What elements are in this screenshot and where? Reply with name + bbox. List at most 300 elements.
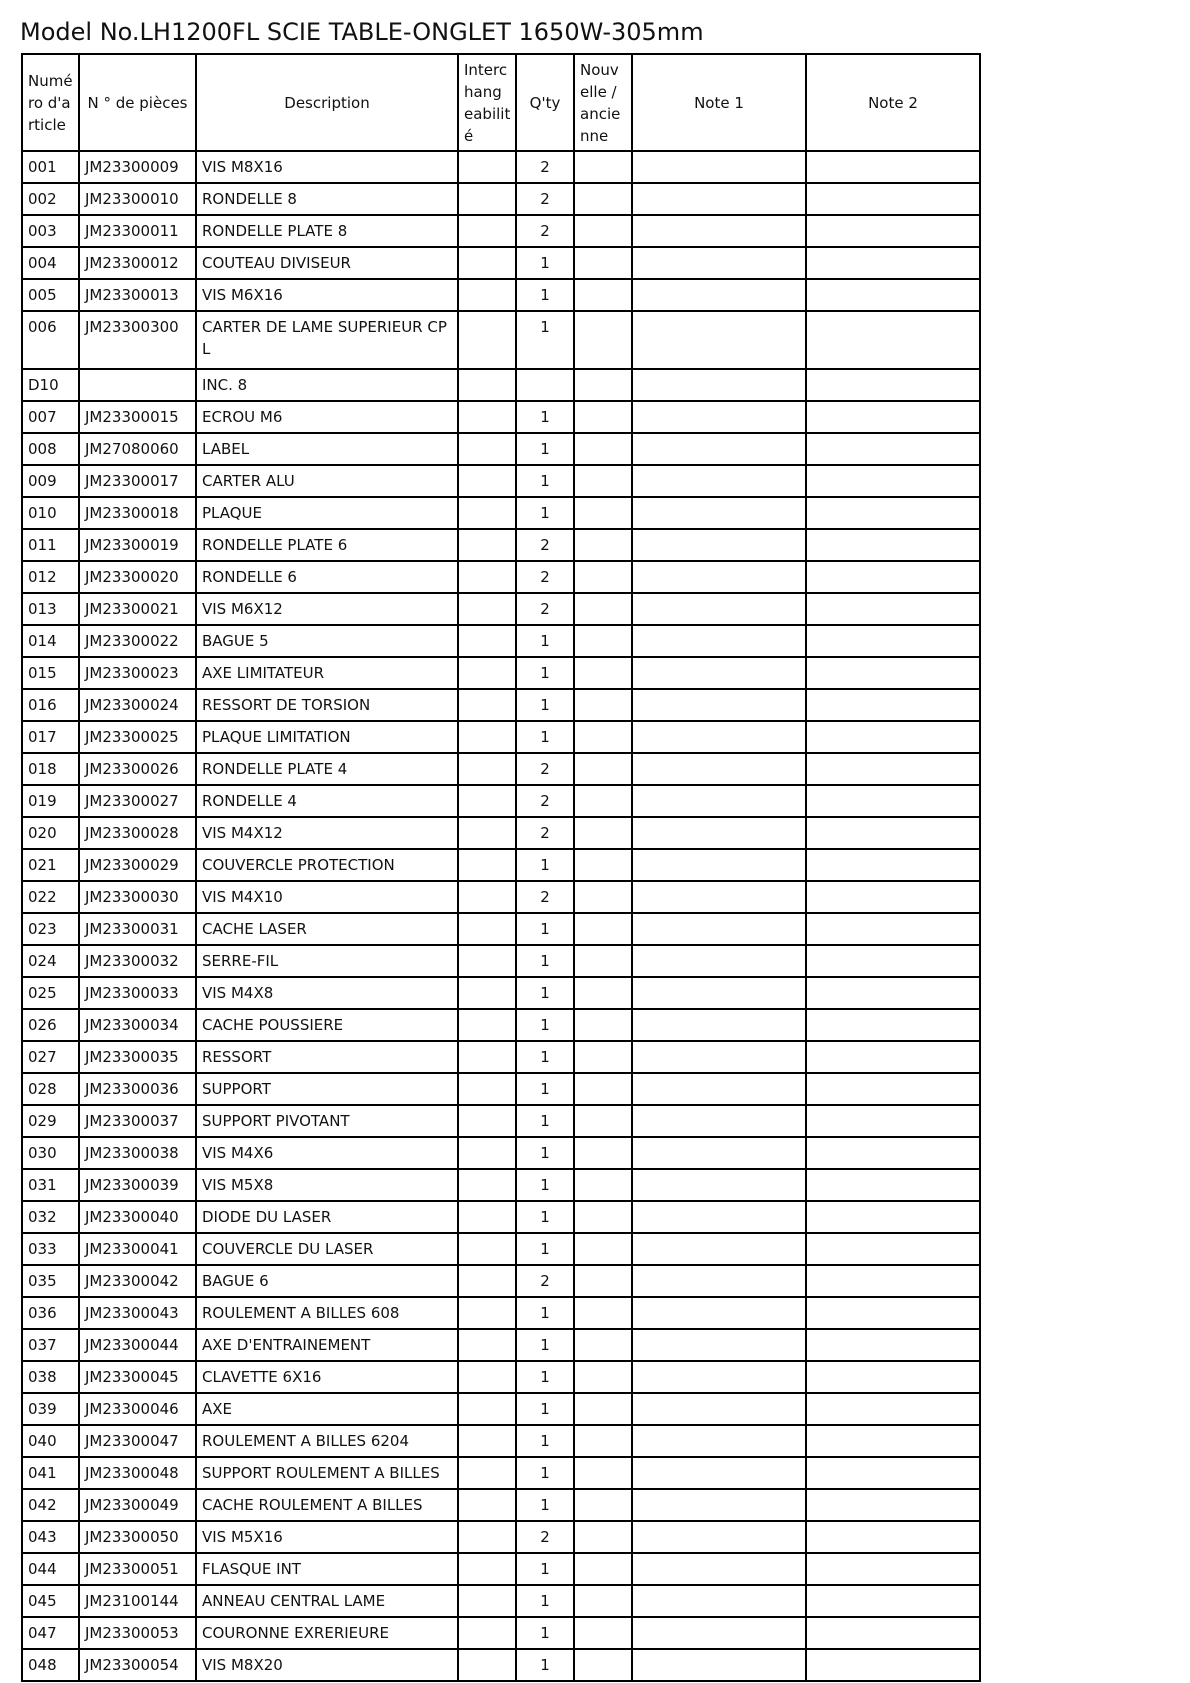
cell-description: VIS M4X8 [196,977,458,1009]
cell-note-2 [806,1105,980,1137]
col-header-description: Description [196,54,458,151]
cell-interchangeability [458,215,516,247]
cell-item-number: 039 [22,1393,79,1425]
cell-new-old [574,817,632,849]
cell-note-1 [632,1329,806,1361]
cell-note-1 [632,1457,806,1489]
cell-interchangeability [458,1489,516,1521]
cell-note-1 [632,881,806,913]
cell-note-1 [632,1585,806,1617]
cell-qty: 1 [516,311,574,369]
cell-new-old [574,1009,632,1041]
cell-note-2 [806,311,980,369]
table-row [22,817,980,849]
cell-description: CACHE POUSSIERE [196,1009,458,1041]
cell-note-1 [632,625,806,657]
cell-interchangeability [458,465,516,497]
table-row [22,465,980,497]
cell-part-number: JM23300051 [79,1553,196,1585]
table-row [22,1617,980,1649]
table-row [22,561,980,593]
cell-qty: 1 [516,279,574,311]
cell-note-1 [632,1617,806,1649]
cell-new-old [574,1041,632,1073]
cell-note-1 [632,657,806,689]
col-header-part-number: N ° de pièces [79,54,196,151]
table-row [22,1137,980,1169]
cell-interchangeability [458,1265,516,1297]
parts-table [21,53,981,1682]
table-row [22,279,980,311]
cell-interchangeability [458,881,516,913]
cell-interchangeability [458,497,516,529]
cell-description: SERRE-FIL [196,945,458,977]
cell-note-2 [806,433,980,465]
cell-item-number: 036 [22,1297,79,1329]
table-row [22,689,980,721]
cell-interchangeability [458,279,516,311]
cell-item-number: 007 [22,401,79,433]
cell-note-1 [632,1009,806,1041]
cell-note-2 [806,247,980,279]
cell-note-2 [806,625,980,657]
cell-note-2 [806,1585,980,1617]
cell-part-number: JM23300024 [79,689,196,721]
cell-new-old [574,1393,632,1425]
cell-part-number: JM23300027 [79,785,196,817]
cell-part-number: JM23300037 [79,1105,196,1137]
cell-item-number: 041 [22,1457,79,1489]
cell-interchangeability [458,721,516,753]
cell-new-old [574,689,632,721]
table-row [22,1073,980,1105]
cell-new-old [574,977,632,1009]
cell-qty: 1 [516,1041,574,1073]
cell-description: RONDELLE 6 [196,561,458,593]
cell-item-number: 040 [22,1425,79,1457]
cell-part-number: JM23300009 [79,151,196,183]
table-row [22,1329,980,1361]
cell-note-2 [806,657,980,689]
cell-part-number: JM23300050 [79,1521,196,1553]
cell-description: SUPPORT [196,1073,458,1105]
cell-qty: 2 [516,151,574,183]
cell-interchangeability [458,1393,516,1425]
cell-note-2 [806,977,980,1009]
cell-qty: 1 [516,1553,574,1585]
cell-interchangeability [458,1201,516,1233]
cell-item-number: 011 [22,529,79,561]
cell-qty: 1 [516,1361,574,1393]
cell-qty: 1 [516,1137,574,1169]
cell-description: RONDELLE 8 [196,183,458,215]
cell-note-2 [806,913,980,945]
cell-new-old [574,785,632,817]
cell-note-2 [806,1553,980,1585]
cell-part-number: JM23300013 [79,279,196,311]
cell-note-1 [632,183,806,215]
table-row [22,529,980,561]
cell-note-2 [806,689,980,721]
cell-interchangeability [458,1041,516,1073]
cell-part-number: JM23300030 [79,881,196,913]
cell-interchangeability [458,1169,516,1201]
cell-note-2 [806,1297,980,1329]
cell-item-number: 009 [22,465,79,497]
table-row [22,1649,980,1681]
table-row [22,977,980,1009]
cell-note-1 [632,1297,806,1329]
cell-qty: 2 [516,593,574,625]
table-row [22,1297,980,1329]
cell-item-number: 017 [22,721,79,753]
cell-note-1 [632,1649,806,1681]
cell-note-2 [806,1233,980,1265]
cell-item-number: 030 [22,1137,79,1169]
table-row [22,1585,980,1617]
cell-qty: 1 [516,625,574,657]
cell-description: CARTER ALU [196,465,458,497]
table-row [22,913,980,945]
cell-item-number: D10 [22,369,79,401]
cell-new-old [574,465,632,497]
cell-note-2 [806,465,980,497]
cell-note-2 [806,945,980,977]
cell-qty: 1 [516,247,574,279]
cell-part-number: JM23300049 [79,1489,196,1521]
cell-interchangeability [458,247,516,279]
cell-new-old [574,401,632,433]
cell-qty: 1 [516,1105,574,1137]
cell-item-number: 027 [22,1041,79,1073]
cell-description: RONDELLE PLATE 6 [196,529,458,561]
cell-part-number: JM23300053 [79,1617,196,1649]
cell-qty: 1 [516,1169,574,1201]
cell-part-number: JM23300022 [79,625,196,657]
table-row [22,1041,980,1073]
cell-note-1 [632,433,806,465]
table-row [22,881,980,913]
cell-item-number: 019 [22,785,79,817]
cell-description: ANNEAU CENTRAL LAME [196,1585,458,1617]
cell-description: SUPPORT ROULEMENT A BILLES [196,1457,458,1489]
cell-qty: 1 [516,1297,574,1329]
cell-note-2 [806,369,980,401]
cell-note-1 [632,945,806,977]
cell-new-old [574,657,632,689]
cell-description: ECROU M6 [196,401,458,433]
cell-note-1 [632,1361,806,1393]
cell-qty: 1 [516,1393,574,1425]
cell-interchangeability [458,561,516,593]
cell-description: VIS M6X12 [196,593,458,625]
cell-part-number: JM23300011 [79,215,196,247]
cell-note-2 [806,529,980,561]
cell-part-number: JM23300020 [79,561,196,593]
cell-note-2 [806,1617,980,1649]
cell-new-old [574,1361,632,1393]
cell-new-old [574,247,632,279]
cell-description: VIS M8X16 [196,151,458,183]
col-header-new-old: Nouv elle / ancie nne [574,54,632,151]
cell-item-number: 022 [22,881,79,913]
table-row [22,311,980,369]
cell-note-2 [806,1137,980,1169]
cell-part-number: JM23300035 [79,1041,196,1073]
cell-note-2 [806,215,980,247]
cell-new-old [574,593,632,625]
cell-part-number: JM23300019 [79,529,196,561]
cell-description: VIS M6X16 [196,279,458,311]
cell-new-old [574,497,632,529]
cell-part-number: JM23300034 [79,1009,196,1041]
cell-description: VIS M4X10 [196,881,458,913]
cell-note-2 [806,151,980,183]
cell-item-number: 024 [22,945,79,977]
table-row [22,151,980,183]
cell-note-2 [806,497,980,529]
cell-note-2 [806,279,980,311]
cell-item-number: 026 [22,1009,79,1041]
cell-item-number: 021 [22,849,79,881]
cell-description: VIS M5X8 [196,1169,458,1201]
cell-description: AXE D'ENTRAINEMENT [196,1329,458,1361]
cell-note-2 [806,1041,980,1073]
cell-part-number: JM23300026 [79,753,196,785]
cell-description: RONDELLE PLATE 4 [196,753,458,785]
cell-item-number: 023 [22,913,79,945]
cell-part-number: JM23300039 [79,1169,196,1201]
cell-qty: 1 [516,1617,574,1649]
cell-interchangeability [458,913,516,945]
cell-part-number: JM23300044 [79,1329,196,1361]
cell-interchangeability [458,151,516,183]
table-row [22,945,980,977]
table-row [22,849,980,881]
cell-description: INC. 8 [196,369,458,401]
cell-new-old [574,561,632,593]
cell-interchangeability [458,625,516,657]
table-row [22,433,980,465]
cell-part-number: JM23300018 [79,497,196,529]
cell-interchangeability [458,657,516,689]
cell-note-2 [806,1201,980,1233]
cell-description: RESSORT DE TORSION [196,689,458,721]
cell-item-number: 038 [22,1361,79,1393]
cell-qty: 1 [516,1425,574,1457]
cell-note-1 [632,1489,806,1521]
table-row [22,1457,980,1489]
cell-description: COURONNE EXRERIEURE [196,1617,458,1649]
cell-note-1 [632,721,806,753]
cell-qty: 1 [516,977,574,1009]
cell-note-2 [806,1073,980,1105]
cell-qty: 1 [516,849,574,881]
cell-item-number: 018 [22,753,79,785]
cell-item-number: 003 [22,215,79,247]
cell-note-1 [632,593,806,625]
cell-new-old [574,753,632,785]
cell-part-number: JM23300031 [79,913,196,945]
cell-part-number: JM23300032 [79,945,196,977]
table-row [22,247,980,279]
cell-qty: 2 [516,561,574,593]
cell-item-number: 033 [22,1233,79,1265]
cell-qty: 1 [516,465,574,497]
document-title: Model No.LH1200FL SCIE TABLE-ONGLET 1650W-305mm [20,18,704,46]
cell-description: DIODE DU LASER [196,1201,458,1233]
cell-part-number: JM23300048 [79,1457,196,1489]
cell-part-number: JM23300043 [79,1297,196,1329]
col-header-interchangeability: Interc hang eabilit é [458,54,516,151]
cell-part-number [79,369,196,401]
cell-item-number: 044 [22,1553,79,1585]
cell-note-2 [806,753,980,785]
cell-new-old [574,1425,632,1457]
cell-description: RONDELLE 4 [196,785,458,817]
cell-interchangeability [458,1297,516,1329]
cell-note-1 [632,785,806,817]
cell-new-old [574,849,632,881]
cell-qty: 2 [516,183,574,215]
table-row [22,1521,980,1553]
table-row [22,1009,980,1041]
cell-item-number: 037 [22,1329,79,1361]
cell-description: FLASQUE INT [196,1553,458,1585]
cell-interchangeability [458,1457,516,1489]
cell-note-2 [806,721,980,753]
cell-description: AXE [196,1393,458,1425]
cell-note-2 [806,1265,980,1297]
cell-new-old [574,151,632,183]
cell-note-1 [632,1553,806,1585]
cell-item-number: 045 [22,1585,79,1617]
cell-part-number: JM23300033 [79,977,196,1009]
cell-qty: 2 [516,1521,574,1553]
cell-qty: 1 [516,497,574,529]
cell-note-1 [632,561,806,593]
cell-description: CACHE LASER [196,913,458,945]
cell-interchangeability [458,183,516,215]
cell-new-old [574,1585,632,1617]
cell-new-old [574,1457,632,1489]
cell-item-number: 047 [22,1617,79,1649]
cell-note-1 [632,151,806,183]
cell-note-1 [632,1169,806,1201]
cell-item-number: 031 [22,1169,79,1201]
cell-qty: 1 [516,1009,574,1041]
cell-description: RONDELLE PLATE 8 [196,215,458,247]
cell-new-old [574,1617,632,1649]
cell-interchangeability [458,1649,516,1681]
cell-part-number: JM23300025 [79,721,196,753]
cell-description: COUTEAU DIVISEUR [196,247,458,279]
cell-new-old [574,1105,632,1137]
cell-new-old [574,881,632,913]
cell-note-1 [632,849,806,881]
cell-qty: 2 [516,817,574,849]
cell-qty: 1 [516,721,574,753]
cell-interchangeability [458,785,516,817]
cell-new-old [574,1201,632,1233]
cell-interchangeability [458,689,516,721]
cell-interchangeability [458,977,516,1009]
cell-item-number: 005 [22,279,79,311]
table-row [22,401,980,433]
cell-interchangeability [458,753,516,785]
cell-qty: 1 [516,1329,574,1361]
cell-note-1 [632,401,806,433]
cell-description: SUPPORT PIVOTANT [196,1105,458,1137]
cell-interchangeability [458,1361,516,1393]
cell-description: COUVERCLE DU LASER [196,1233,458,1265]
cell-new-old [574,1297,632,1329]
cell-item-number: 020 [22,817,79,849]
cell-qty: 1 [516,657,574,689]
cell-part-number: JM23300015 [79,401,196,433]
cell-interchangeability [458,593,516,625]
cell-note-1 [632,1073,806,1105]
table-row [22,593,980,625]
cell-description: VIS M4X12 [196,817,458,849]
cell-interchangeability [458,1425,516,1457]
cell-new-old [574,1521,632,1553]
cell-item-number: 010 [22,497,79,529]
cell-description: COUVERCLE PROTECTION [196,849,458,881]
table-row [22,1489,980,1521]
cell-part-number: JM23300021 [79,593,196,625]
cell-new-old [574,1073,632,1105]
cell-qty: 1 [516,1233,574,1265]
cell-note-1 [632,247,806,279]
cell-part-number: JM23300036 [79,1073,196,1105]
cell-description: VIS M8X20 [196,1649,458,1681]
cell-description: BAGUE 5 [196,625,458,657]
cell-note-1 [632,215,806,247]
cell-interchangeability [458,369,516,401]
cell-description: CLAVETTE 6X16 [196,1361,458,1393]
table-row [22,369,980,401]
table-row [22,1553,980,1585]
cell-new-old [574,433,632,465]
cell-new-old [574,369,632,401]
cell-note-1 [632,465,806,497]
cell-note-2 [806,401,980,433]
cell-qty: 2 [516,215,574,247]
table-row [22,1169,980,1201]
cell-description: CACHE ROULEMENT A BILLES [196,1489,458,1521]
cell-part-number: JM23300012 [79,247,196,279]
cell-interchangeability [458,849,516,881]
table-row [22,497,980,529]
table-row [22,785,980,817]
cell-note-1 [632,689,806,721]
cell-description: PLAQUE LIMITATION [196,721,458,753]
cell-new-old [574,1169,632,1201]
cell-note-1 [632,1233,806,1265]
cell-qty: 2 [516,529,574,561]
cell-new-old [574,1137,632,1169]
cell-qty: 1 [516,1489,574,1521]
cell-item-number: 001 [22,151,79,183]
cell-description: LABEL [196,433,458,465]
cell-description: ROULEMENT A BILLES 6204 [196,1425,458,1457]
cell-description: AXE LIMITATEUR [196,657,458,689]
col-header-item-number: Numé ro d'a rticle [22,54,79,151]
cell-item-number: 043 [22,1521,79,1553]
cell-item-number: 016 [22,689,79,721]
cell-note-2 [806,1329,980,1361]
